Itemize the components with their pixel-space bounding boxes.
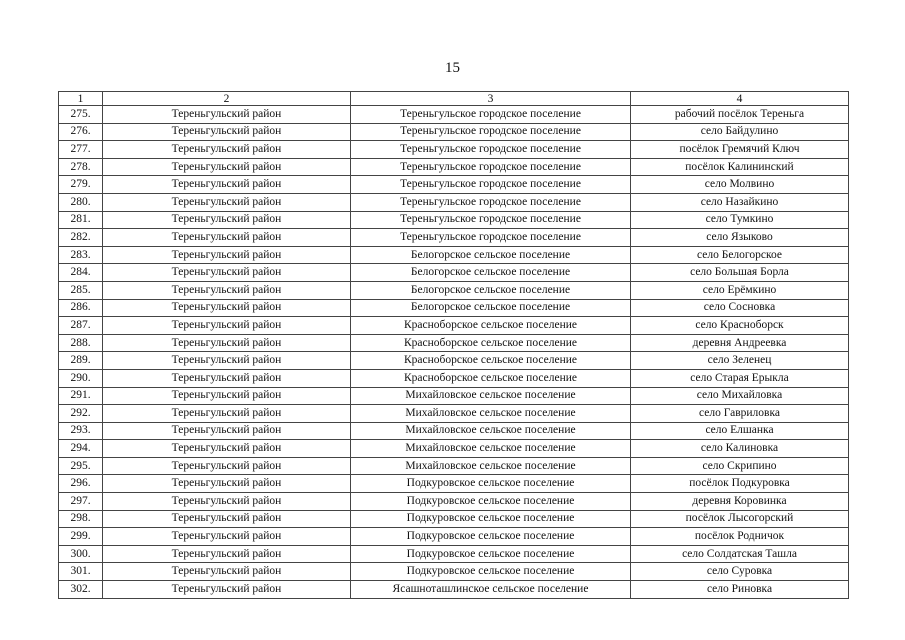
locality-cell: посёлок Родничок xyxy=(631,528,849,546)
row-number-cell: 278. xyxy=(59,158,103,176)
settlement-cell: Тереньгульское городское поселение xyxy=(351,141,631,159)
row-number-cell: 299. xyxy=(59,528,103,546)
table-row xyxy=(59,317,849,335)
district-cell: Тереньгульский район xyxy=(103,563,351,581)
locality-cell: село Елшанка xyxy=(631,422,849,440)
district-cell: Тереньгульский район xyxy=(103,581,351,599)
settlement-cell: Тереньгульское городское поселение xyxy=(351,229,631,247)
settlement-cell: Тереньгульское городское поселение xyxy=(351,211,631,229)
settlement-cell: Михайловское сельское поселение xyxy=(351,457,631,475)
row-number-cell: 281. xyxy=(59,211,103,229)
table-row xyxy=(59,457,849,475)
settlement-cell: Михайловское сельское поселение xyxy=(351,405,631,423)
locality-cell: село Молвино xyxy=(631,176,849,194)
table-row xyxy=(59,510,849,528)
district-cell: Тереньгульский район xyxy=(103,457,351,475)
locality-cell: посёлок Лысогорский xyxy=(631,510,849,528)
district-cell: Тереньгульский район xyxy=(103,334,351,352)
settlement-cell: Михайловское сельское поселение xyxy=(351,422,631,440)
locality-cell: село Тумкино xyxy=(631,211,849,229)
locality-cell: село Назайкино xyxy=(631,193,849,211)
locality-cell: село Сосновка xyxy=(631,299,849,317)
settlement-cell: Красноборское сельское поселение xyxy=(351,369,631,387)
district-cell: Тереньгульский район xyxy=(103,369,351,387)
district-cell: Тереньгульский район xyxy=(103,141,351,159)
settlement-cell: Белогорское сельское поселение xyxy=(351,281,631,299)
district-cell: Тереньгульский район xyxy=(103,193,351,211)
locality-cell: село Михайловка xyxy=(631,387,849,405)
locality-cell: село Большая Борла xyxy=(631,264,849,282)
district-cell: Тереньгульский район xyxy=(103,422,351,440)
table-row xyxy=(59,264,849,282)
district-cell: Тереньгульский район xyxy=(103,352,351,370)
settlement-cell: Тереньгульское городское поселение xyxy=(351,193,631,211)
table-row xyxy=(59,106,849,124)
settlement-cell: Тереньгульское городское поселение xyxy=(351,158,631,176)
district-cell: Тереньгульский район xyxy=(103,246,351,264)
district-cell: Тереньгульский район xyxy=(103,440,351,458)
table-row xyxy=(59,246,849,264)
row-number-cell: 288. xyxy=(59,334,103,352)
table-row xyxy=(59,387,849,405)
locality-cell: село Риновка xyxy=(631,581,849,599)
locality-cell: село Языково xyxy=(631,229,849,247)
settlements-table xyxy=(58,91,849,599)
settlement-cell: Ясашноташлинское сельское поселение xyxy=(351,581,631,599)
settlement-cell: Красноборское сельское поселение xyxy=(351,317,631,335)
locality-cell: село Ерёмкино xyxy=(631,281,849,299)
district-cell: Тереньгульский район xyxy=(103,528,351,546)
district-cell: Тереньгульский район xyxy=(103,405,351,423)
table-row xyxy=(59,176,849,194)
locality-cell: село Гавриловка xyxy=(631,405,849,423)
row-number-cell: 286. xyxy=(59,299,103,317)
table-row xyxy=(59,299,849,317)
district-cell: Тереньгульский район xyxy=(103,229,351,247)
settlement-cell: Тереньгульское городское поселение xyxy=(351,176,631,194)
row-number-cell: 276. xyxy=(59,123,103,141)
column-header-4: 4 xyxy=(631,92,849,106)
row-number-cell: 277. xyxy=(59,141,103,159)
settlement-cell: Подкуровское сельское поселение xyxy=(351,493,631,511)
locality-cell: село Зеленец xyxy=(631,352,849,370)
row-number-cell: 287. xyxy=(59,317,103,335)
row-number-cell: 290. xyxy=(59,369,103,387)
row-number-cell: 285. xyxy=(59,281,103,299)
row-number-cell: 292. xyxy=(59,405,103,423)
row-number-cell: 295. xyxy=(59,457,103,475)
table-row xyxy=(59,422,849,440)
settlement-cell: Подкуровское сельское поселение xyxy=(351,528,631,546)
locality-cell: село Красноборск xyxy=(631,317,849,335)
district-cell: Тереньгульский район xyxy=(103,106,351,124)
row-number-cell: 275. xyxy=(59,106,103,124)
locality-cell: деревня Андреевка xyxy=(631,334,849,352)
table-row xyxy=(59,405,849,423)
row-number-cell: 293. xyxy=(59,422,103,440)
row-number-cell: 301. xyxy=(59,563,103,581)
district-cell: Тереньгульский район xyxy=(103,475,351,493)
table-header-row xyxy=(59,92,849,106)
settlement-cell: Подкуровское сельское поселение xyxy=(351,545,631,563)
row-number-cell: 280. xyxy=(59,193,103,211)
settlement-cell: Белогорское сельское поселение xyxy=(351,264,631,282)
locality-cell: посёлок Гремячий Ключ xyxy=(631,141,849,159)
district-cell: Тереньгульский район xyxy=(103,176,351,194)
table-row xyxy=(59,229,849,247)
locality-cell: село Байдулино xyxy=(631,123,849,141)
locality-cell: деревня Коровинка xyxy=(631,493,849,511)
settlement-cell: Подкуровское сельское поселение xyxy=(351,475,631,493)
settlement-cell: Подкуровское сельское поселение xyxy=(351,563,631,581)
row-number-cell: 291. xyxy=(59,387,103,405)
locality-cell: село Белогорское xyxy=(631,246,849,264)
row-number-cell: 283. xyxy=(59,246,103,264)
row-number-cell: 302. xyxy=(59,581,103,599)
district-cell: Тереньгульский район xyxy=(103,510,351,528)
locality-cell: село Солдатская Ташла xyxy=(631,545,849,563)
table-row xyxy=(59,193,849,211)
page-number: 15 xyxy=(445,60,460,76)
settlement-cell: Михайловское сельское поселение xyxy=(351,440,631,458)
table-row xyxy=(59,369,849,387)
settlement-cell: Тереньгульское городское поселение xyxy=(351,123,631,141)
table-row xyxy=(59,440,849,458)
column-header-1: 1 xyxy=(59,92,103,106)
district-cell: Тереньгульский район xyxy=(103,211,351,229)
table-row xyxy=(59,493,849,511)
district-cell: Тереньгульский район xyxy=(103,264,351,282)
settlement-cell: Красноборское сельское поселение xyxy=(351,352,631,370)
row-number-cell: 300. xyxy=(59,545,103,563)
locality-cell: село Калиновка xyxy=(631,440,849,458)
table-row xyxy=(59,545,849,563)
locality-cell: рабочий посёлок Тереньга xyxy=(631,106,849,124)
settlement-cell: Тереньгульское городское поселение xyxy=(351,106,631,124)
settlement-cell: Подкуровское сельское поселение xyxy=(351,510,631,528)
table-row xyxy=(59,141,849,159)
row-number-cell: 279. xyxy=(59,176,103,194)
row-number-cell: 289. xyxy=(59,352,103,370)
table-row xyxy=(59,528,849,546)
table-row xyxy=(59,475,849,493)
row-number-cell: 297. xyxy=(59,493,103,511)
column-header-3: 3 xyxy=(351,92,631,106)
locality-cell: посёлок Калининский xyxy=(631,158,849,176)
locality-cell: село Старая Ерыкла xyxy=(631,369,849,387)
table-row xyxy=(59,334,849,352)
settlement-cell: Белогорское сельское поселение xyxy=(351,299,631,317)
district-cell: Тереньгульский район xyxy=(103,123,351,141)
district-cell: Тереньгульский район xyxy=(103,317,351,335)
table-body xyxy=(59,106,849,599)
row-number-cell: 298. xyxy=(59,510,103,528)
district-cell: Тереньгульский район xyxy=(103,281,351,299)
table-row xyxy=(59,158,849,176)
district-cell: Тереньгульский район xyxy=(103,158,351,176)
table-row xyxy=(59,563,849,581)
district-cell: Тереньгульский район xyxy=(103,493,351,511)
row-number-cell: 282. xyxy=(59,229,103,247)
table-row xyxy=(59,123,849,141)
district-cell: Тереньгульский район xyxy=(103,387,351,405)
locality-cell: посёлок Подкуровка xyxy=(631,475,849,493)
table-row xyxy=(59,581,849,599)
locality-cell: село Скрипино xyxy=(631,457,849,475)
row-number-cell: 284. xyxy=(59,264,103,282)
table-row xyxy=(59,352,849,370)
district-cell: Тереньгульский район xyxy=(103,545,351,563)
table-row xyxy=(59,281,849,299)
column-header-2: 2 xyxy=(103,92,351,106)
table-row xyxy=(59,211,849,229)
settlement-cell: Белогорское сельское поселение xyxy=(351,246,631,264)
settlement-cell: Михайловское сельское поселение xyxy=(351,387,631,405)
district-cell: Тереньгульский район xyxy=(103,299,351,317)
settlement-cell: Красноборское сельское поселение xyxy=(351,334,631,352)
row-number-cell: 294. xyxy=(59,440,103,458)
row-number-cell: 296. xyxy=(59,475,103,493)
locality-cell: село Суровка xyxy=(631,563,849,581)
